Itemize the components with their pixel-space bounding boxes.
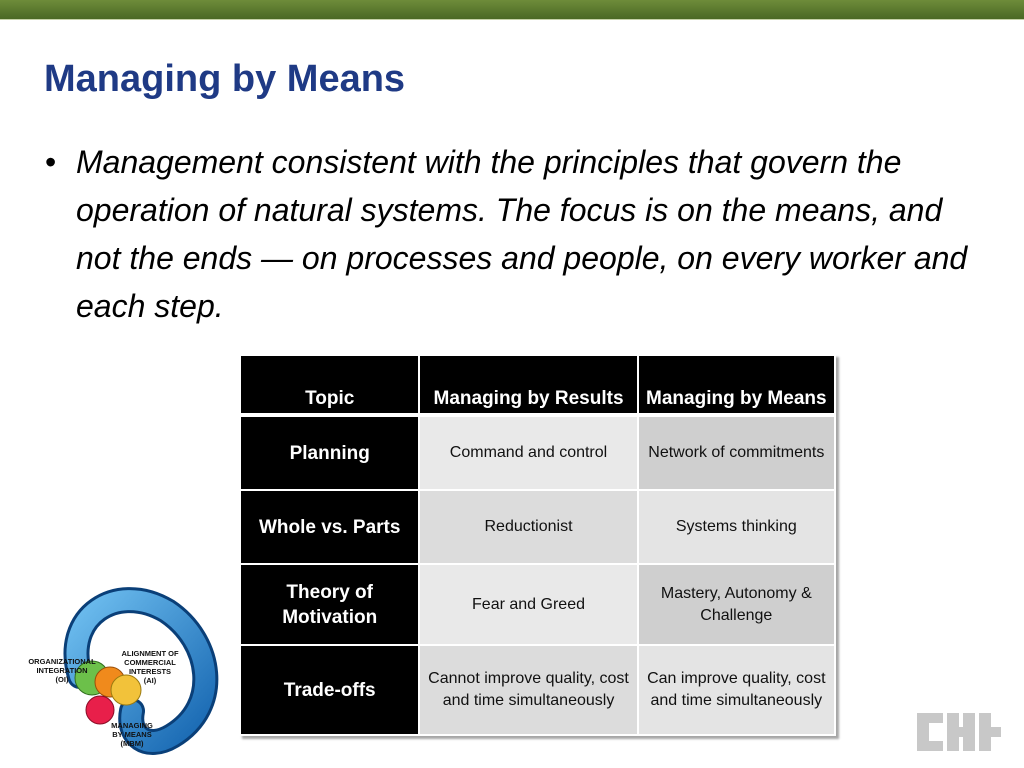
table-header-row [240,355,835,415]
row-results-cell: Fear and Greed [419,564,637,645]
row-results-cell: Cannot improve quality, cost and time simultaneously [419,645,637,735]
red-circle-icon [86,696,114,724]
top-accent-bar [0,0,1024,20]
bullet-dot-icon: • [45,144,57,180]
row-topic: Planning [240,415,419,490]
row-topic: Trade-offs [240,645,419,735]
slide-title: Managing by Means [44,58,406,100]
comparison-table [239,354,836,736]
row-results-cell: Command and control [419,415,637,490]
logo-label-ai-4: (AI) [143,676,157,685]
table-row [240,415,835,490]
row-means-cell: Network of commitments [638,415,835,490]
row-means-cell: Can improve quality, cost and time simultaneously [638,645,835,735]
row-means-cell: Mastery, Autonomy & Challenge [638,564,835,645]
logo-label-ai-2: COMMERCIAL [124,658,176,667]
bullet-item [45,138,1005,330]
logo-label-ai-3: INTERESTS [128,667,172,676]
logo-label-oi-1: ORGANIZATIONAL [28,657,96,666]
comparison-table-container [239,354,836,736]
logo-label-oi-2: INTEGRATION [36,666,88,675]
table-row [240,645,835,735]
row-topic: Theory of Motivation [240,564,419,645]
row-topic: Whole vs. Parts [240,490,419,564]
bullet-text: Management consistent with the principles that govern the operation of natural systems. The focus is on the means, and not the ends — on processes and people, on every worker and each step. [76,144,968,324]
table-row [240,564,835,645]
mbm-logo [22,586,222,756]
logo-label-mbm-1: MANAGING [111,721,153,730]
yellow-circle-icon [111,675,141,705]
logo-label-mbm-3: (MBM) [120,739,144,748]
row-results-cell: Reductionist [419,490,637,564]
cii-logo-icon [915,707,1003,757]
row-means-cell: Systems thinking [638,490,835,564]
table-row [240,490,835,564]
header-managing-by-means: Managing by Means [638,355,835,415]
header-topic: Topic [240,355,419,415]
logo-label-mbm-2: BY MEANS [112,730,152,739]
header-managing-by-results: Managing by Results [419,355,637,415]
logo-label-oi-3: (OI) [55,675,69,684]
logo-label-ai-1: ALIGNMENT OF [121,649,179,658]
